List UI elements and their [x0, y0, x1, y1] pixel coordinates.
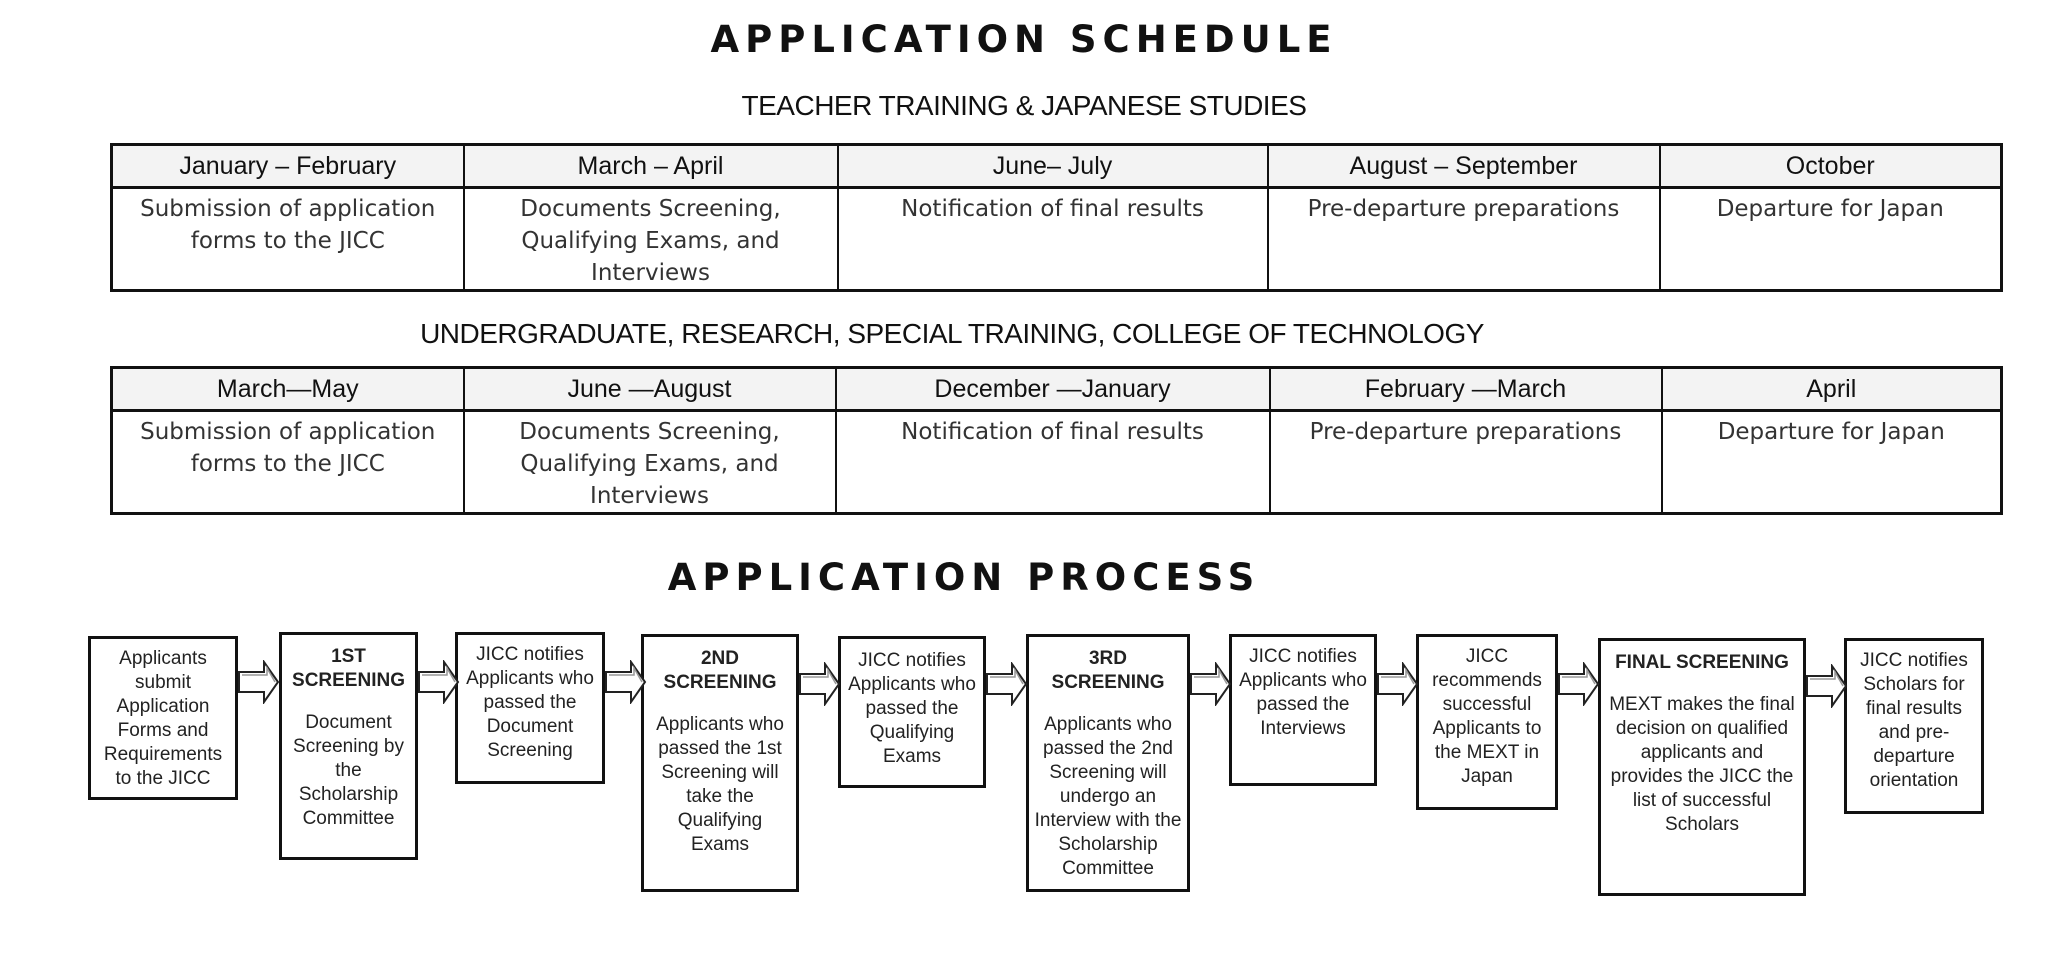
period-cell: April: [1662, 368, 2002, 411]
step-heading: 1ST SCREENING: [292, 646, 405, 691]
step-text: MEXT makes the final decision on qualified applicants and provides the JICC the list of successful Scholars: [1609, 694, 1795, 835]
period-cell: June —August: [464, 368, 836, 411]
teacher-training-heading: TEACHER TRAINING & JAPANESE STUDIES: [741, 90, 1307, 121]
activity-cell: Documents Screening, Qualifying Exams, and Interviews: [464, 411, 836, 514]
process-step-notify-interviews: [1229, 634, 1377, 786]
flow-arrow-icon: [1558, 662, 1600, 706]
step-text: JICC notifies Applicants who passed the Qualifying Exams: [848, 650, 976, 767]
schedule-title: APPLICATION SCHEDULE: [710, 18, 1338, 61]
period-cell: June– July: [838, 145, 1268, 188]
process-step-1st-screening: [279, 632, 418, 860]
process-step-notify-scholars: [1844, 638, 1984, 814]
activity-cell: Submission of application forms to the JICC: [112, 188, 464, 291]
period-cell: March—May: [112, 368, 464, 411]
activity-cell: Documents Screening, Qualifying Exams, and Interviews: [464, 188, 838, 291]
undergraduate-heading: UNDERGRADUATE, RESEARCH, SPECIAL TRAINING, COLLEGE OF TECHNOLOGY: [420, 318, 1484, 349]
table-row: [112, 188, 2002, 291]
flow-arrow-icon: [418, 660, 460, 704]
step-text: Applicants who passed the 1st Screening will take the Qualifying Exams: [656, 714, 784, 855]
step-text: Applicants who passed the 2nd Screening will undergo an Interview with the Scholarship Committee: [1034, 714, 1182, 879]
undergraduate-schedule-table: [110, 366, 2003, 515]
step-heading: 2ND SCREENING: [663, 648, 777, 693]
step-text: JICC notifies Scholars for final results and pre-departure orientation: [1860, 650, 1968, 791]
step-heading: FINAL SCREENING: [1615, 652, 1789, 673]
process-step-3rd-screening: [1026, 634, 1190, 892]
step-text: JICC notifies Applicants who passed the Document Screening: [466, 644, 594, 761]
process-step-recommend: [1416, 634, 1558, 810]
table-row: [112, 411, 2002, 514]
process-step-2nd-screening: [641, 634, 799, 892]
process-step-notify-documents: [455, 632, 605, 784]
flow-arrow-icon: [605, 660, 647, 704]
flow-arrow-icon: [1806, 664, 1848, 708]
table-header-row: [112, 368, 2002, 411]
activity-cell: Notification of final results: [838, 188, 1268, 291]
activity-cell: Submission of application forms to the JICC: [112, 411, 464, 514]
flow-arrow-icon: [238, 660, 280, 704]
flow-arrow-icon: [799, 662, 841, 706]
activity-cell: Notification of final results: [836, 411, 1270, 514]
period-cell: February —March: [1270, 368, 1662, 411]
step-heading: 3RD SCREENING: [1051, 648, 1165, 693]
activity-cell: Departure for Japan: [1662, 411, 2002, 514]
process-step-notify-exams: [838, 636, 986, 788]
period-cell: August – September: [1268, 145, 1660, 188]
teacher-training-schedule-table: [110, 143, 2003, 292]
period-cell: October: [1660, 145, 2002, 188]
step-text: Applicants submit Application Forms and Requirements to the JICC: [103, 648, 223, 789]
period-cell: December —January: [836, 368, 1270, 411]
activity-cell: Pre-departure preparations: [1268, 188, 1660, 291]
table-header-row: [112, 145, 2002, 188]
flow-arrow-icon: [1190, 662, 1232, 706]
activity-cell: Pre-departure preparations: [1270, 411, 1662, 514]
flow-arrow-icon: [1377, 662, 1419, 706]
step-text: JICC recommends successful Applicants to the MEXT in Japan: [1432, 646, 1542, 787]
flow-arrow-icon: [986, 662, 1028, 706]
process-step-submit: [88, 636, 238, 800]
period-cell: March – April: [464, 145, 838, 188]
period-cell: January – February: [112, 145, 464, 188]
step-text: Document Screening by the Scholarship Committee: [293, 712, 404, 829]
process-title: APPLICATION PROCESS: [667, 556, 1261, 599]
activity-cell: Departure for Japan: [1660, 188, 2002, 291]
step-text: JICC notifies Applicants who passed the Interviews: [1239, 646, 1367, 739]
process-step-final-screening: [1598, 638, 1806, 896]
